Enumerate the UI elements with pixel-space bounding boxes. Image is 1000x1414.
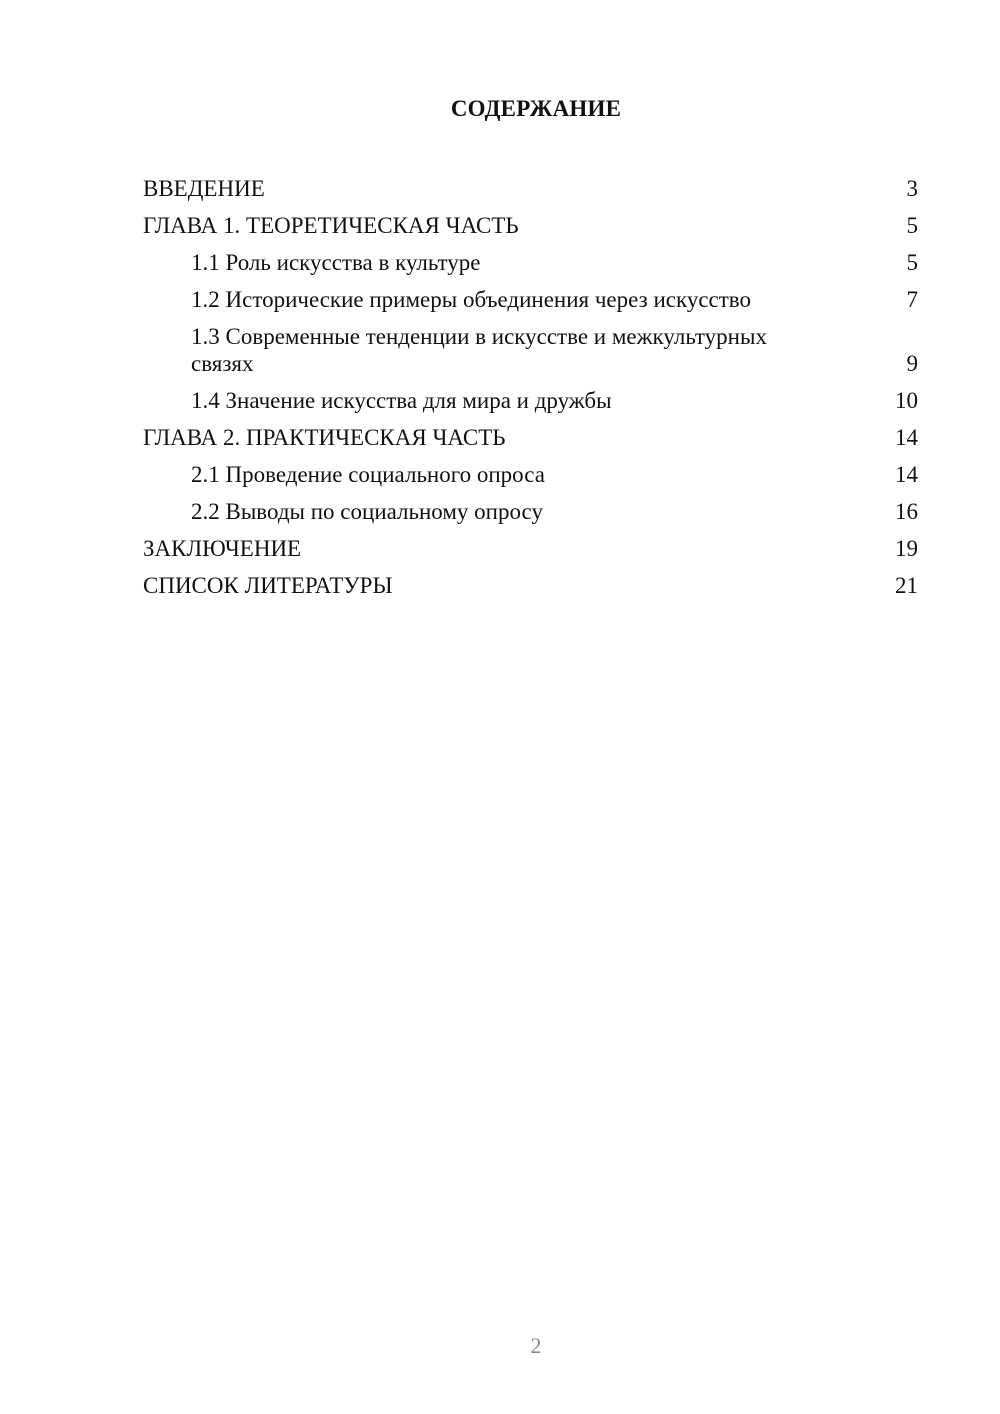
page-title: СОДЕРЖАНИЕ xyxy=(450,96,622,121)
toc-entry-section-1-2[interactable] xyxy=(143,281,918,318)
toc-entry-text: ГЛАВА 1. ТЕОРЕТИЧЕСКАЯ ЧАСТЬ xyxy=(143,213,519,238)
toc-entry-section-1-3[interactable] xyxy=(143,318,918,382)
toc-entry-text: 2.2 Выводы по социальному опросу xyxy=(191,499,543,524)
toc-entry-chapter-1[interactable] xyxy=(143,207,918,244)
toc-entry-page: 3 xyxy=(906,176,918,201)
toc-entry-page: 14 xyxy=(895,462,918,487)
toc-entry-text: ВВЕДЕНИЕ xyxy=(143,176,265,201)
toc-entry-page: 21 xyxy=(895,573,918,598)
toc-entry-page: 19 xyxy=(895,536,918,561)
toc-entry-text: 1.3 Современные тенденции в искусстве и межкультурных связях xyxy=(191,324,767,376)
toc-entry-chapter-2[interactable] xyxy=(143,419,918,456)
toc-entry-text: 1.1 Роль искусства в культуре xyxy=(191,250,481,275)
toc-entry-text: СПИСОК ЛИТЕРАТУРЫ xyxy=(143,573,393,598)
toc-entry-text: ЗАКЛЮЧЕНИЕ xyxy=(143,536,302,561)
toc-entry-section-1-1[interactable] xyxy=(143,244,918,281)
page-number: 2 xyxy=(530,1333,542,1358)
toc-entry-page: 5 xyxy=(906,250,918,275)
toc-entry-text: 1.2 Исторические примеры объединения через искусство xyxy=(191,287,751,312)
toc-entry-section-2-1[interactable] xyxy=(143,456,918,493)
toc-entry-introduction[interactable] xyxy=(143,170,918,207)
toc-entry-section-2-2[interactable] xyxy=(143,493,918,530)
toc-entry-conclusion[interactable] xyxy=(143,530,918,567)
toc-entry-page: 5 xyxy=(906,213,918,238)
toc-entry-section-1-4[interactable] xyxy=(143,382,918,419)
table-of-contents xyxy=(143,170,918,604)
toc-entry-page: 14 xyxy=(895,425,918,450)
toc-entry-page: 7 xyxy=(906,287,918,312)
toc-entry-page: 9 xyxy=(906,351,918,376)
toc-entry-bibliography[interactable] xyxy=(143,567,918,604)
toc-entry-page: 10 xyxy=(895,388,918,413)
toc-entry-text: 2.1 Проведение социального опроса xyxy=(191,462,545,487)
toc-entry-text: 1.4 Значение искусства для мира и дружбы xyxy=(191,388,612,413)
toc-entry-page: 16 xyxy=(895,499,918,524)
toc-entry-text: ГЛАВА 2. ПРАКТИЧЕСКАЯ ЧАСТЬ xyxy=(143,425,506,450)
